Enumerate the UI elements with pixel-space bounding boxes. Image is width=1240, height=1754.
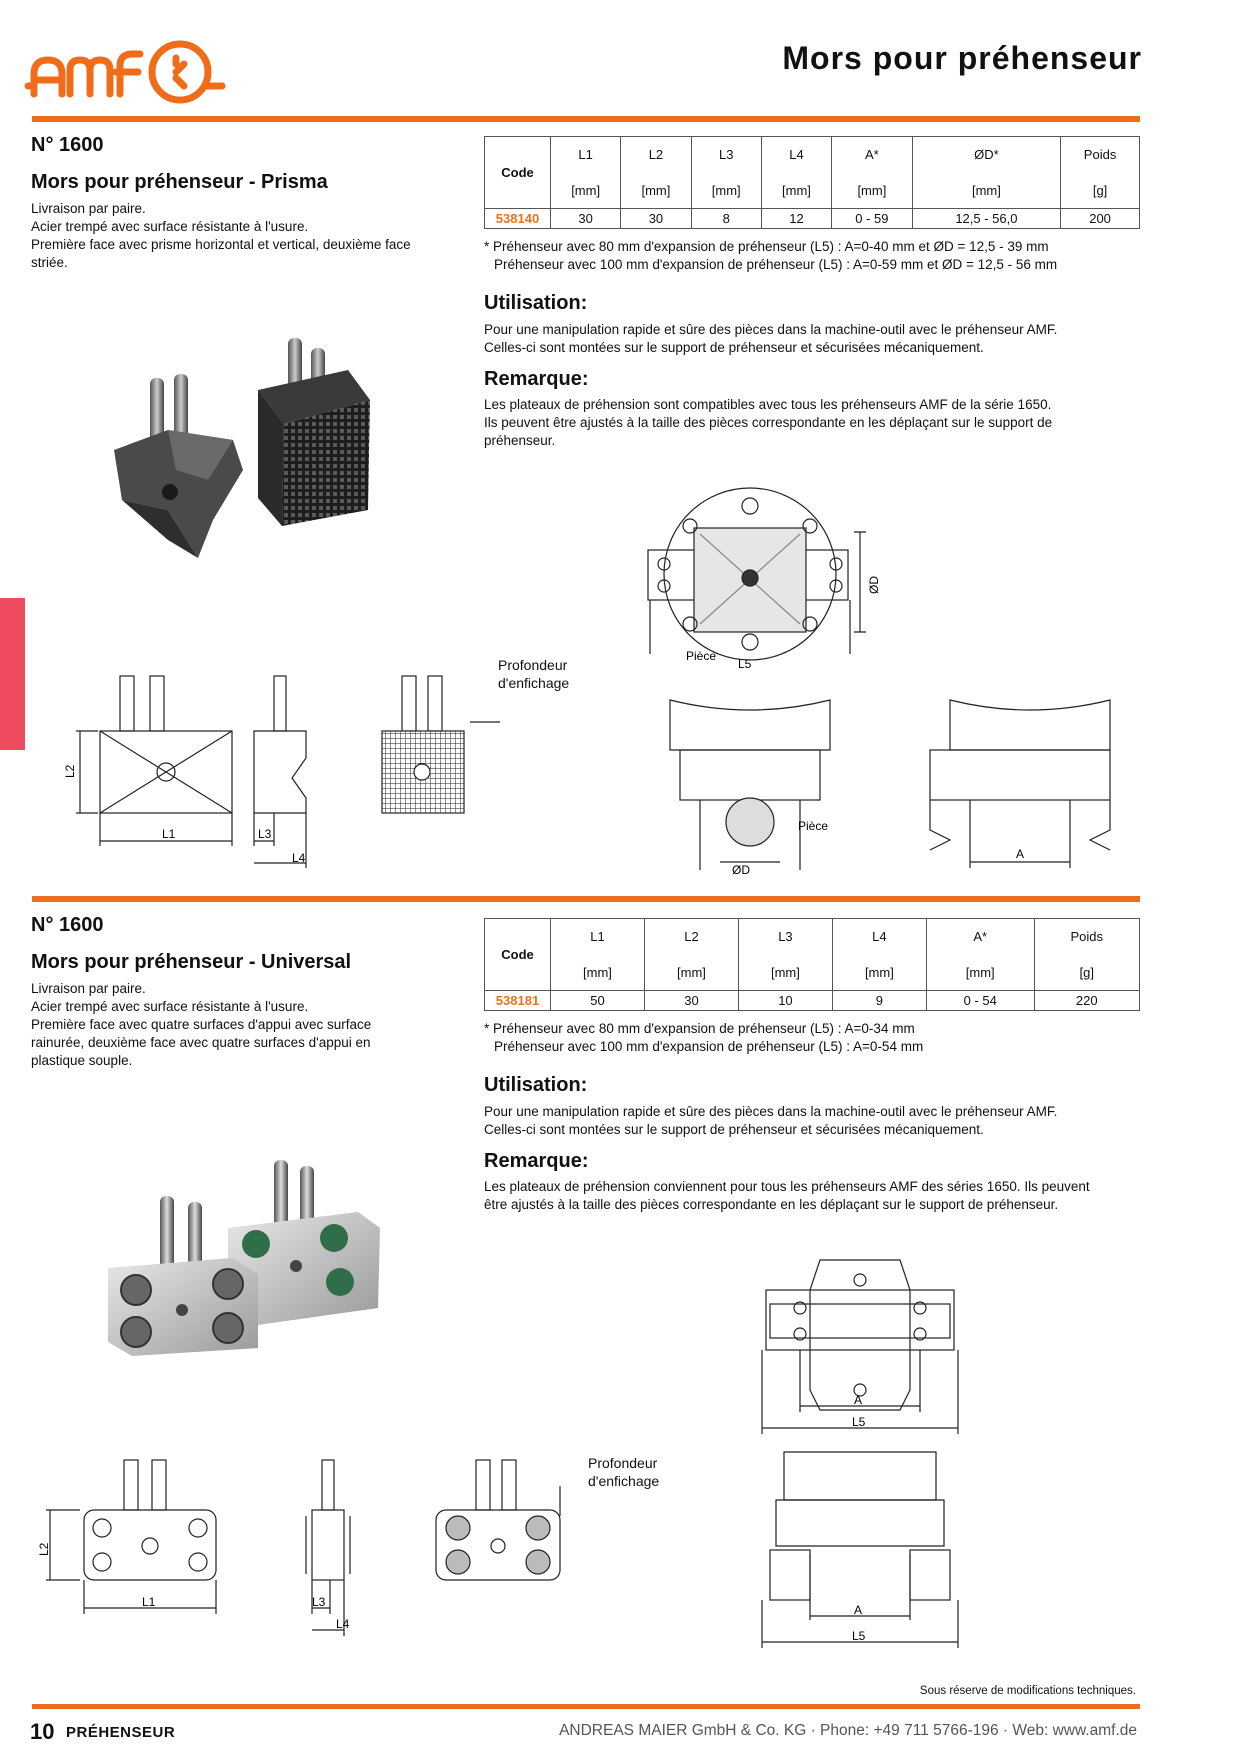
table-row — [485, 209, 1140, 229]
utilisation-heading-2: Utilisation: — [484, 1074, 588, 1096]
table-cell: 0 - 59 — [832, 209, 913, 229]
prisma-jaws-photo — [108, 330, 388, 570]
unit-cell: [mm] — [644, 955, 738, 991]
col-header: L2 — [621, 137, 691, 173]
dim-l4: L4 — [292, 851, 306, 865]
table-cell: 10 — [738, 991, 832, 1011]
utilisation-heading: Utilisation: — [484, 292, 588, 314]
col-header: L1 — [551, 919, 645, 955]
product-code[interactable]: 538181 — [485, 991, 551, 1011]
desc-line: Première face avec quatre surfaces d'appui avec surface — [31, 1017, 372, 1032]
universal-jaws-photo — [108, 1158, 388, 1358]
remarque-heading-2: Remarque: — [484, 1150, 589, 1172]
unit-cell: [mm] — [912, 173, 1060, 209]
col-header: L2 — [644, 919, 738, 955]
col-header: A* — [926, 919, 1034, 955]
dim-l5-u: L5 — [852, 1415, 866, 1429]
footer-rule — [32, 1704, 1140, 1709]
product-code[interactable]: 538140 — [485, 209, 551, 229]
unit-cell: [g] — [1034, 955, 1139, 991]
dim-od-2: ØD — [732, 863, 750, 877]
col-header: ØD* — [912, 137, 1060, 173]
page-title: Mors pour préhenseur — [782, 40, 1142, 76]
profondeur-label: Profondeur d'enfichage — [498, 657, 570, 691]
prisma-side-drawings — [660, 690, 1110, 876]
desc-line: Acier trempé avec surface résistante à l'usure. — [31, 219, 309, 234]
table-cell: 30 — [621, 209, 691, 229]
note-line: Préhenseur avec 100 mm d'expansion de préhenseur (L5) : A=0-59 mm et ØD = 12,5 - 56 mm — [494, 257, 1058, 272]
desc-line: Acier trempé avec surface résistante à l'usure. — [31, 999, 309, 1014]
desc-line: Livraison par paire. — [31, 201, 146, 216]
desc-line: plastique souple. — [31, 1053, 133, 1068]
universal-chuck-drawing — [760, 1250, 960, 1670]
section-divider-1 — [32, 116, 1140, 122]
utilisation-text-2: Pour une manipulation rapide et sûre des pièces dans la machine-outil avec le préhenseur AMF. Celles-ci sont montées sur le support de préhenseur et sécurisées mécaniquement. — [484, 1104, 1058, 1137]
logo-text: amf — [30, 21, 57, 38]
prisma-chuck-drawing — [650, 484, 900, 674]
table-cell: 220 — [1034, 991, 1139, 1011]
code-header: Code — [485, 919, 551, 991]
spec-table-universal — [484, 918, 1140, 1011]
unit-cell: [mm] — [832, 955, 926, 991]
dim-l1-u: L1 — [142, 1595, 156, 1609]
section-2-description — [31, 980, 451, 1070]
piece-label-2: Pièce — [798, 819, 829, 833]
col-header: Poids — [1061, 137, 1140, 173]
note-line: Préhenseur avec 100 mm d'expansion de préhenseur (L5) : A=0-54 mm — [494, 1039, 924, 1054]
col-header: Poids — [1034, 919, 1139, 955]
section-divider-2 — [32, 896, 1140, 902]
col-header: L4 — [761, 137, 831, 173]
desc-line: striée. — [31, 255, 68, 270]
desc-line: Première face avec prisme horizontal et vertical, deuxième face — [31, 237, 411, 252]
amf-logo — [30, 21, 226, 106]
table-cell: 30 — [551, 209, 621, 229]
col-header: L1 — [551, 137, 621, 173]
code-header: Code — [485, 137, 551, 209]
desc-line: Livraison par paire. — [31, 981, 146, 996]
table-cell: 8 — [691, 209, 761, 229]
dim-od: ØD — [867, 576, 881, 594]
footer-section-name: PRÉHENSEUR — [66, 1724, 176, 1741]
col-header: L4 — [832, 919, 926, 955]
section-2-number: N° 1600 — [31, 914, 104, 936]
note-line: * Préhenseur avec 80 mm d'expansion de préhenseur (L5) : A=0-40 mm et ØD = 12,5 - 39 mm — [484, 239, 1049, 254]
table-cell: 0 - 54 — [926, 991, 1034, 1011]
desc-line: rainurée, deuxième face avec quatre surfaces d'appui en — [31, 1035, 371, 1050]
unit-cell: [g] — [1061, 173, 1140, 209]
section-2-notes — [484, 1020, 923, 1056]
table-cell: 12 — [761, 209, 831, 229]
dim-l4-u: L4 — [336, 1617, 350, 1631]
table-cell: 200 — [1061, 209, 1140, 229]
side-tab — [0, 598, 25, 750]
unit-cell: [mm] — [761, 173, 831, 209]
piece-label: Pièce — [686, 649, 717, 663]
table-row — [485, 991, 1140, 1011]
disclaimer: Sous réserve de modifications techniques. — [919, 1685, 1136, 1697]
unit-cell: [mm] — [926, 955, 1034, 991]
dim-l1: L1 — [162, 827, 176, 841]
table-cell: 30 — [644, 991, 738, 1011]
table-cell: 12,5 - 56,0 — [912, 209, 1060, 229]
col-header: L3 — [691, 137, 761, 173]
unit-cell: [mm] — [551, 955, 645, 991]
remarque-heading: Remarque: — [484, 368, 589, 390]
section-1-number: N° 1600 — [31, 134, 104, 156]
utilisation-text: Pour une manipulation rapide et sûre des pièces dans la machine-outil avec le préhenseur AMF. Celles-ci sont montées sur le support de préhenseur et sécurisées mécaniquement. — [484, 322, 1058, 355]
remarque-text: Les plateaux de préhension sont compatibles avec tous les préhenseurs AMF de la série 1650. Ils peuvent être ajustés à la taille des pièces correspondante en les déplaçant sur le support de préhenseur. — [484, 397, 1053, 448]
table-cell: 50 — [551, 991, 645, 1011]
dim-a-u: A — [854, 1393, 863, 1407]
remarque-text-2: Les plateaux de préhension conviennent pour tous les préhenseurs AMF des séries 1650. Ils peuvent être ajustés à la taille des pièces correspondante en les déplaçant sur le support de préhenseur. — [484, 1179, 1090, 1212]
dim-l3-u: L3 — [312, 1595, 326, 1609]
section-2-title: Mors pour préhenseur - Universal — [31, 951, 352, 973]
profondeur-label-2: Profondeur d'enfichage — [588, 1455, 660, 1489]
prisma-technical-drawing — [50, 658, 500, 880]
col-header: A* — [832, 137, 913, 173]
section-1-notes — [484, 238, 1057, 274]
dim-l3: L3 — [258, 827, 272, 841]
section-1-description — [31, 200, 451, 272]
dim-l2: L2 — [63, 764, 77, 778]
dim-a-u-2: A — [854, 1603, 863, 1617]
dim-a: A — [1016, 847, 1025, 861]
col-header: L3 — [738, 919, 832, 955]
dim-l5: L5 — [738, 657, 752, 671]
spec-table-prisma — [484, 136, 1140, 229]
dim-l2-u: L2 — [37, 1542, 51, 1556]
dim-l5-u-2: L5 — [852, 1629, 866, 1643]
unit-cell: [mm] — [551, 173, 621, 209]
footer-company: ANDREAS MAIER GmbH & Co. KG · Phone: +49 711 5766-196 · Web: www.amf.de — [559, 1722, 1137, 1739]
unit-cell: [mm] — [621, 173, 691, 209]
universal-technical-drawing — [37, 1456, 600, 1666]
page-number: 10 — [30, 1719, 55, 1744]
note-line: * Préhenseur avec 80 mm d'expansion de préhenseur (L5) : A=0-34 mm — [484, 1021, 915, 1036]
table-cell: 9 — [832, 991, 926, 1011]
unit-cell: [mm] — [832, 173, 913, 209]
section-1-title: Mors pour préhenseur - Prisma — [31, 171, 328, 193]
unit-cell: [mm] — [691, 173, 761, 209]
unit-cell: [mm] — [738, 955, 832, 991]
